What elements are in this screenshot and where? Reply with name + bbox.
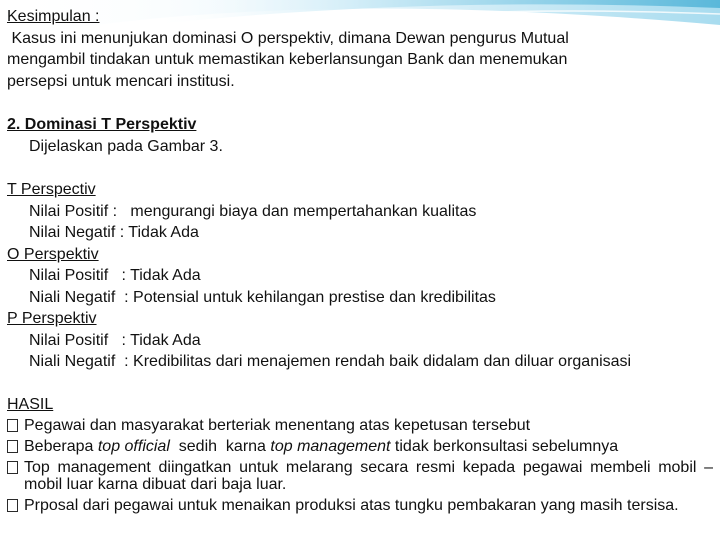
t-perspectiv-negatif: Nilai Negatif : Tidak Ada — [29, 224, 199, 241]
t-perspectiv-title: T Perspectiv — [7, 181, 96, 198]
spacer — [7, 373, 713, 394]
bullet-2-top-management: top management — [270, 438, 391, 455]
hasil-bullet-4 — [7, 495, 713, 516]
hasil-bullet-1 — [7, 415, 713, 436]
slide-content — [7, 6, 713, 516]
section-2-subline: Dijelaskan pada Gambar 3. — [29, 137, 223, 155]
p-perspektiv-positif: Nilai Positif : Tidak Ada — [29, 331, 201, 349]
checkbox-bullet-icon — [7, 440, 18, 453]
spacer — [7, 157, 713, 179]
bullet-2-top-official: top official — [97, 438, 170, 455]
kesimpulan-line-1: Kasus ini menunjukan dominasi O perspektiv, dimana Dewan pengurus Mutual — [7, 29, 569, 47]
checkbox-bullet-icon — [7, 419, 18, 432]
o-perspektiv-title: O Perspektiv — [7, 245, 99, 263]
hasil-bullet-1-text: Pegawai dan masyarakat berteriak menentang atas kepetusan tersebut — [24, 417, 531, 434]
bullet-2-part-a: Beberapa — [24, 438, 98, 455]
checkbox-bullet-icon — [7, 461, 18, 474]
spacer — [7, 92, 713, 114]
hasil-bullet-2-text — [24, 436, 618, 457]
hasil-heading: HASIL — [7, 395, 54, 413]
checkbox-bullet-icon — [7, 499, 18, 512]
hasil-bullet-2 — [7, 436, 713, 457]
p-perspektiv-negatif: Niali Negatif : Kredibilitas dari menajemen rendah baik didalam dan diluar organisasi — [29, 353, 632, 370]
bullet-2-part-e: tidak berkonsultasi sebelumnya — [390, 438, 619, 455]
o-perspektiv-positif: Nilai Positif : Tidak Ada — [29, 267, 201, 284]
kesimpulan-line-3: persepsi untuk mencari institusi. — [7, 72, 235, 90]
bullet-2-part-c: sedih karna — [169, 438, 271, 455]
hasil-bullet-3-text: Top management diingatkan untuk melarang secara resmi kepada pegawai membeli mobil – mobil luar karna dibuat dari baja luar. — [24, 459, 713, 493]
hasil-bullet-3 — [7, 457, 713, 495]
section-2-heading: 2. Dominasi T Perspektiv — [7, 116, 197, 133]
kesimpulan-heading: Kesimpulan : — [7, 8, 100, 25]
hasil-bullet-4-text: Prposal dari pegawai untuk menaikan produksi atas tungku pembakaran yang masih tersisa. — [24, 497, 679, 514]
t-perspectiv-positif: Nilai Positif : mengurangi biaya dan mempertahankan kualitas — [29, 202, 477, 220]
o-perspektiv-negatif: Niali Negatif : Potensial untuk kehilangan prestise dan kredibilitas — [29, 288, 496, 306]
p-perspektiv-title: P Perspektiv — [7, 310, 97, 327]
kesimpulan-line-2: mengambil tindakan untuk memastikan keberlansungan Bank dan menemukan — [7, 51, 568, 68]
